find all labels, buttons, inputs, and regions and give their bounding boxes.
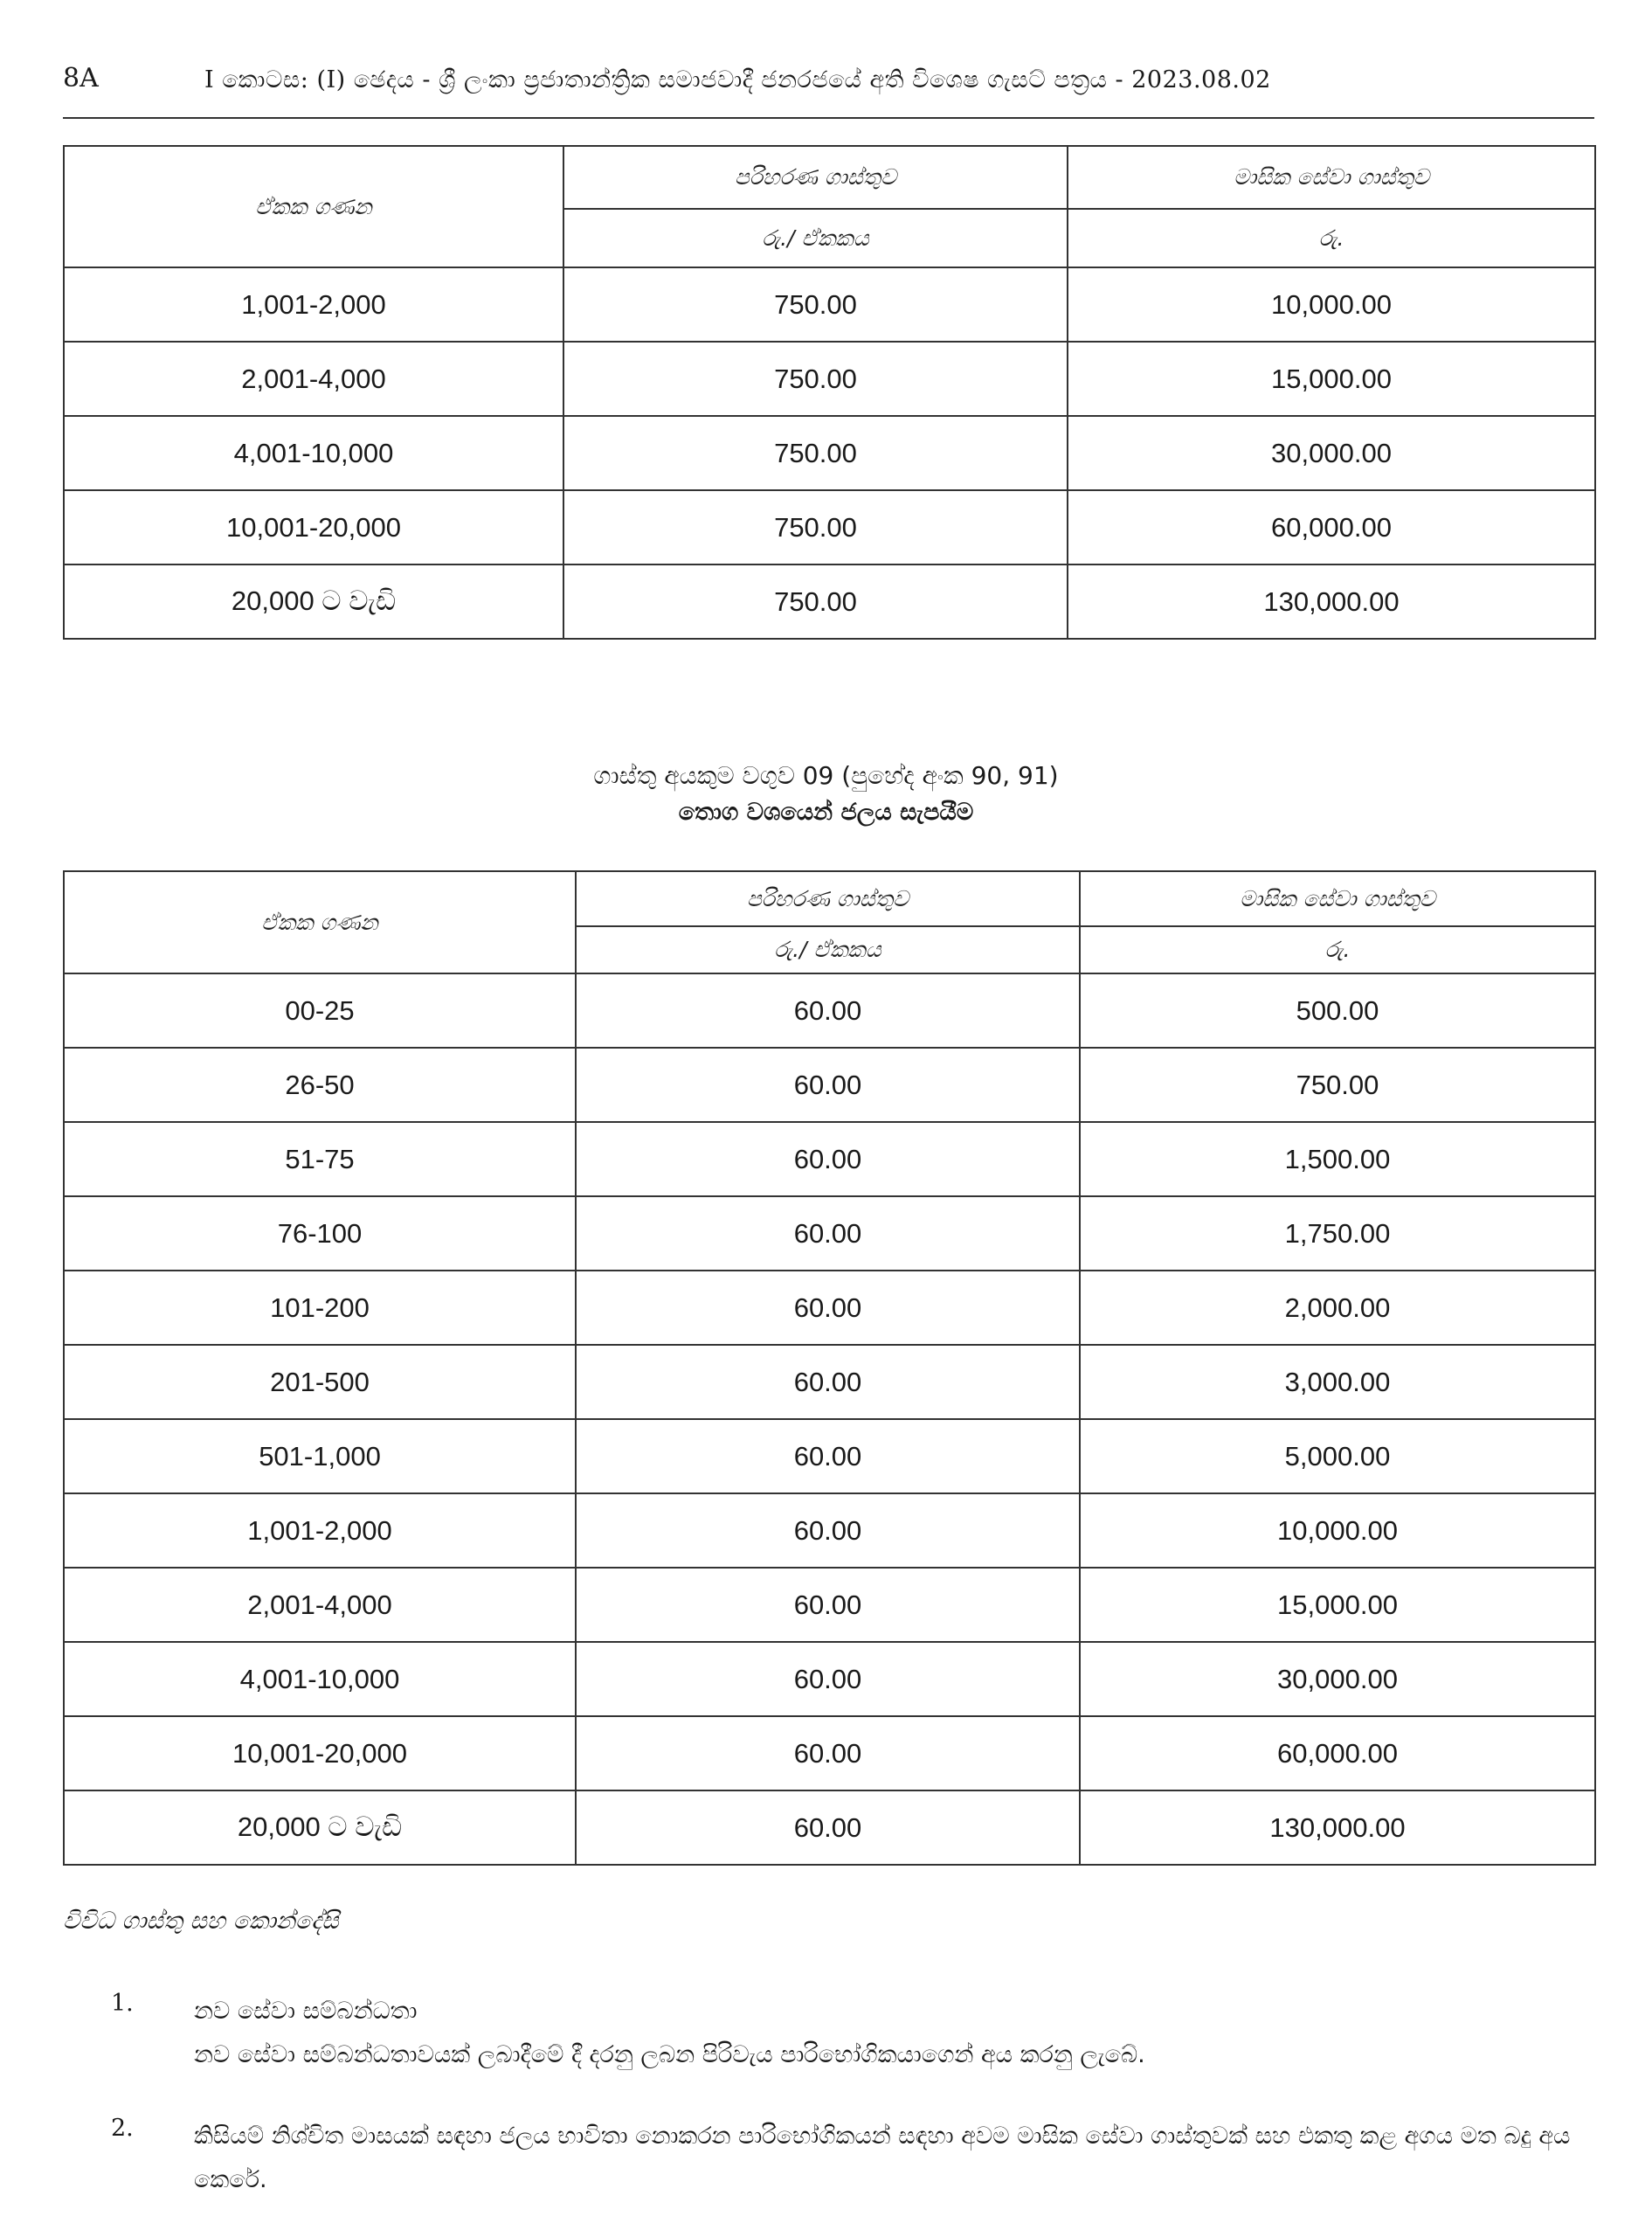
units-cell: 51-75 xyxy=(64,1122,576,1196)
charge-cell: 60.00 xyxy=(576,1716,1080,1790)
gazette-title: I කොටස: (I) ඡෙදය - ශ්‍රී ලංකා ප්‍රජාතාන්ත්‍රික සමාජවාදී ජනරජයේ අති විශෙෂ ගැසට් පත්‍රය - 2023.08.02 xyxy=(204,66,1271,93)
column-unit-rs: රු. xyxy=(1080,926,1595,973)
column-unit-rs-per-unit: රු./ ඒකකය xyxy=(563,209,1068,267)
charge-cell: 60.00 xyxy=(576,1568,1080,1642)
tariff-table-1 xyxy=(63,145,1596,640)
tariff-schedule-title: ගාස්තු අයකුම වගුව 09 (පුහේද අංක 90, 91) xyxy=(593,761,1059,790)
table-row xyxy=(64,1048,1595,1122)
service-cell: 1,750.00 xyxy=(1080,1196,1595,1271)
service-cell: 10,000.00 xyxy=(1068,267,1595,342)
units-cell: 101-200 xyxy=(64,1271,576,1345)
table-row xyxy=(64,973,1595,1048)
service-cell: 750.00 xyxy=(1080,1048,1595,1122)
item-number: 1. xyxy=(111,1990,134,2017)
units-cell: 20,000 ට වැඩි xyxy=(64,1790,576,1865)
column-unit-rs-per-unit: රු./ ඒකකය xyxy=(576,926,1080,973)
table-row xyxy=(64,1419,1595,1493)
service-cell: 60,000.00 xyxy=(1080,1716,1595,1790)
service-cell: 15,000.00 xyxy=(1080,1568,1595,1642)
units-cell: 10,001-20,000 xyxy=(64,490,563,564)
table-row xyxy=(64,416,1595,490)
table-row xyxy=(64,564,1595,639)
charge-cell: 60.00 xyxy=(576,1122,1080,1196)
charge-cell: 60.00 xyxy=(576,1419,1080,1493)
service-cell: 2,000.00 xyxy=(1080,1271,1595,1345)
table-row xyxy=(64,490,1595,564)
charge-cell: 60.00 xyxy=(576,1196,1080,1271)
table-row xyxy=(64,1271,1595,1345)
units-cell: 2,001-4,000 xyxy=(64,342,563,416)
units-cell: 4,001-10,000 xyxy=(64,416,563,490)
charge-cell: 750.00 xyxy=(563,267,1068,342)
item-text: නව සේවා සම්බන්ධතාවයක් ලබාදීමේ දී දරනු ලබන පිරිවැය පාරිභෝගිකයාගෙන් අය කරනු ලැබේ. xyxy=(194,2041,1145,2068)
service-cell: 5,000.00 xyxy=(1080,1419,1595,1493)
table-row xyxy=(64,267,1595,342)
charge-cell: 60.00 xyxy=(576,1642,1080,1716)
service-cell: 130,000.00 xyxy=(1068,564,1595,639)
page-header xyxy=(63,63,1594,119)
table-row xyxy=(64,1122,1595,1196)
units-cell: 4,001-10,000 xyxy=(64,1642,576,1716)
table-row xyxy=(64,1568,1595,1642)
table-row xyxy=(64,1345,1595,1419)
item-title: නව සේවා සම්බන්ධතා xyxy=(194,1998,418,2025)
units-cell: 76-100 xyxy=(64,1196,576,1271)
units-cell: 10,001-20,000 xyxy=(64,1716,576,1790)
units-cell: 26-50 xyxy=(64,1048,576,1122)
charge-cell: 750.00 xyxy=(563,564,1068,639)
column-unit-rs: රු. xyxy=(1068,209,1595,267)
table-row xyxy=(64,1196,1595,1271)
charge-cell: 60.00 xyxy=(576,1493,1080,1568)
service-cell: 60,000.00 xyxy=(1068,490,1595,564)
charge-cell: 60.00 xyxy=(576,1271,1080,1345)
charge-cell: 60.00 xyxy=(576,973,1080,1048)
units-cell: 1,001-2,000 xyxy=(64,267,563,342)
charge-cell: 60.00 xyxy=(576,1790,1080,1865)
charge-cell: 750.00 xyxy=(563,342,1068,416)
tariff-table-2 xyxy=(63,870,1596,1866)
table-row xyxy=(64,1790,1595,1865)
table-row xyxy=(64,1493,1595,1568)
units-cell: 2,001-4,000 xyxy=(64,1568,576,1642)
column-header-monthly-service-charge: මාසික සේවා ගාස්තුව xyxy=(1068,146,1595,209)
units-cell: 501-1,000 xyxy=(64,1419,576,1493)
table-row xyxy=(64,1716,1595,1790)
service-cell: 1,500.00 xyxy=(1080,1122,1595,1196)
column-header-monthly-service-charge: මාසික සේවා ගාස්තුව xyxy=(1080,871,1595,926)
service-cell: 130,000.00 xyxy=(1080,1790,1595,1865)
page-number: 8A xyxy=(63,63,99,93)
misc-charges-heading: විවිධ ගාස්තු සහ කොන්දේසි xyxy=(63,1908,339,1935)
units-cell: 20,000 ට වැඩි xyxy=(64,564,563,639)
service-cell: 15,000.00 xyxy=(1068,342,1595,416)
table-row xyxy=(64,1642,1595,1716)
units-cell: 201-500 xyxy=(64,1345,576,1419)
column-header-units: ඒකක ගණන xyxy=(64,146,563,267)
column-header-usage-charge: පරිහරණ ගාස්තුව xyxy=(576,871,1080,926)
item-text: කිසියම් නිශ්චිත මාසයක් සඳහා ජලය භාවිතා නොකරන පාරිභෝගිකයන් සඳහා අවම මාසික සේවා ගාස්තුවක් සහ එකතු කළ අගය මත බදු අය කෙරේ. xyxy=(194,2123,1571,2193)
charge-cell: 60.00 xyxy=(576,1048,1080,1122)
column-header-units: ඒකක ගණන xyxy=(64,871,576,973)
service-cell: 500.00 xyxy=(1080,973,1595,1048)
units-cell: 00-25 xyxy=(64,973,576,1048)
units-cell: 1,001-2,000 xyxy=(64,1493,576,1568)
table-row xyxy=(64,342,1595,416)
section-heading xyxy=(0,757,1652,830)
service-cell: 3,000.00 xyxy=(1080,1345,1595,1419)
service-cell: 10,000.00 xyxy=(1080,1493,1595,1568)
service-cell: 30,000.00 xyxy=(1068,416,1595,490)
service-cell: 30,000.00 xyxy=(1080,1642,1595,1716)
charge-cell: 750.00 xyxy=(563,416,1068,490)
item-number: 2. xyxy=(111,2115,134,2142)
bulk-supply-title: තොග වශයෙන් ජලය සැපයීම xyxy=(678,799,974,826)
column-header-usage-charge: පරිහරණ ගාස්තුව xyxy=(563,146,1068,209)
charge-cell: 60.00 xyxy=(576,1345,1080,1419)
charge-cell: 750.00 xyxy=(563,490,1068,564)
